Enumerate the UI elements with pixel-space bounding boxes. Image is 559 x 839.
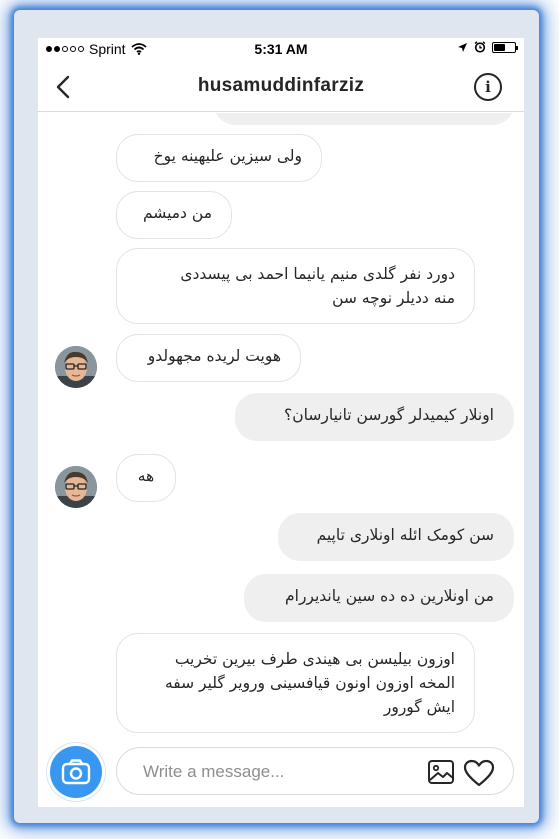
message-text: هه [137,467,155,485]
gallery-icon[interactable] [427,759,455,785]
message-text-line: ایش گورور [383,698,455,716]
message-text-line: منه ددیلر نوچه سن [332,289,455,307]
status-time: 5:31 AM [254,41,308,57]
message-bubble-incoming [116,334,301,382]
camera-button[interactable] [50,746,102,798]
message-thread[interactable] [38,113,524,739]
message-text: من دمیشم [142,204,212,222]
message-text: هویت لریده مجهولدو [147,347,281,365]
partial-message-bubble [214,113,514,125]
carrier-label: Sprint [89,41,126,57]
conversation-username[interactable]: husamuddinfarziz [197,75,365,96]
message-text-line: اوزون بیلیسن بی هیندی طرف بیرین تخریب [174,650,455,668]
message-text: اونلار کیمیدلر گورسن تانیارسان؟ [284,406,494,424]
message-bubble-incoming [116,134,322,182]
message-text-line: المخه اوزون اونون قیافسینی ورویر گلیر سفه [164,674,455,692]
message-bubble-incoming [116,633,475,733]
avatar-image [55,346,97,388]
message-text-line: دورد نفر گلدی منیم یانیما احمد بی پیسددی [180,265,455,283]
message-text: ولی سیزین علیهینه یوخ [153,147,302,165]
camera-icon [50,746,102,798]
alarm-icon [474,41,486,53]
location-arrow-icon [457,42,468,53]
phone-screen [38,38,524,807]
info-icon[interactable]: i [474,73,502,101]
message-bubble-outgoing [244,574,514,622]
avatar[interactable] [55,466,97,508]
message-input-placeholder: Write a message... [143,762,285,781]
message-bubble-incoming [116,191,232,239]
message-composer [50,745,514,795]
status-bar [38,38,524,60]
message-bubble-incoming [116,454,176,502]
battery-icon [492,42,516,53]
message-text: سن کومک ائله اونلاری تاپیم [316,526,494,544]
status-right [457,41,516,53]
message-input[interactable] [116,747,514,795]
message-bubble-outgoing [235,393,514,441]
message-text: من اونلارین ده ده سین یاندیررام [285,587,494,605]
heart-icon[interactable] [463,759,495,787]
conversation-header [38,62,524,112]
message-bubble-outgoing [278,513,514,561]
avatar-image [55,466,97,508]
avatar[interactable] [55,346,97,388]
message-bubble-incoming [116,248,475,324]
